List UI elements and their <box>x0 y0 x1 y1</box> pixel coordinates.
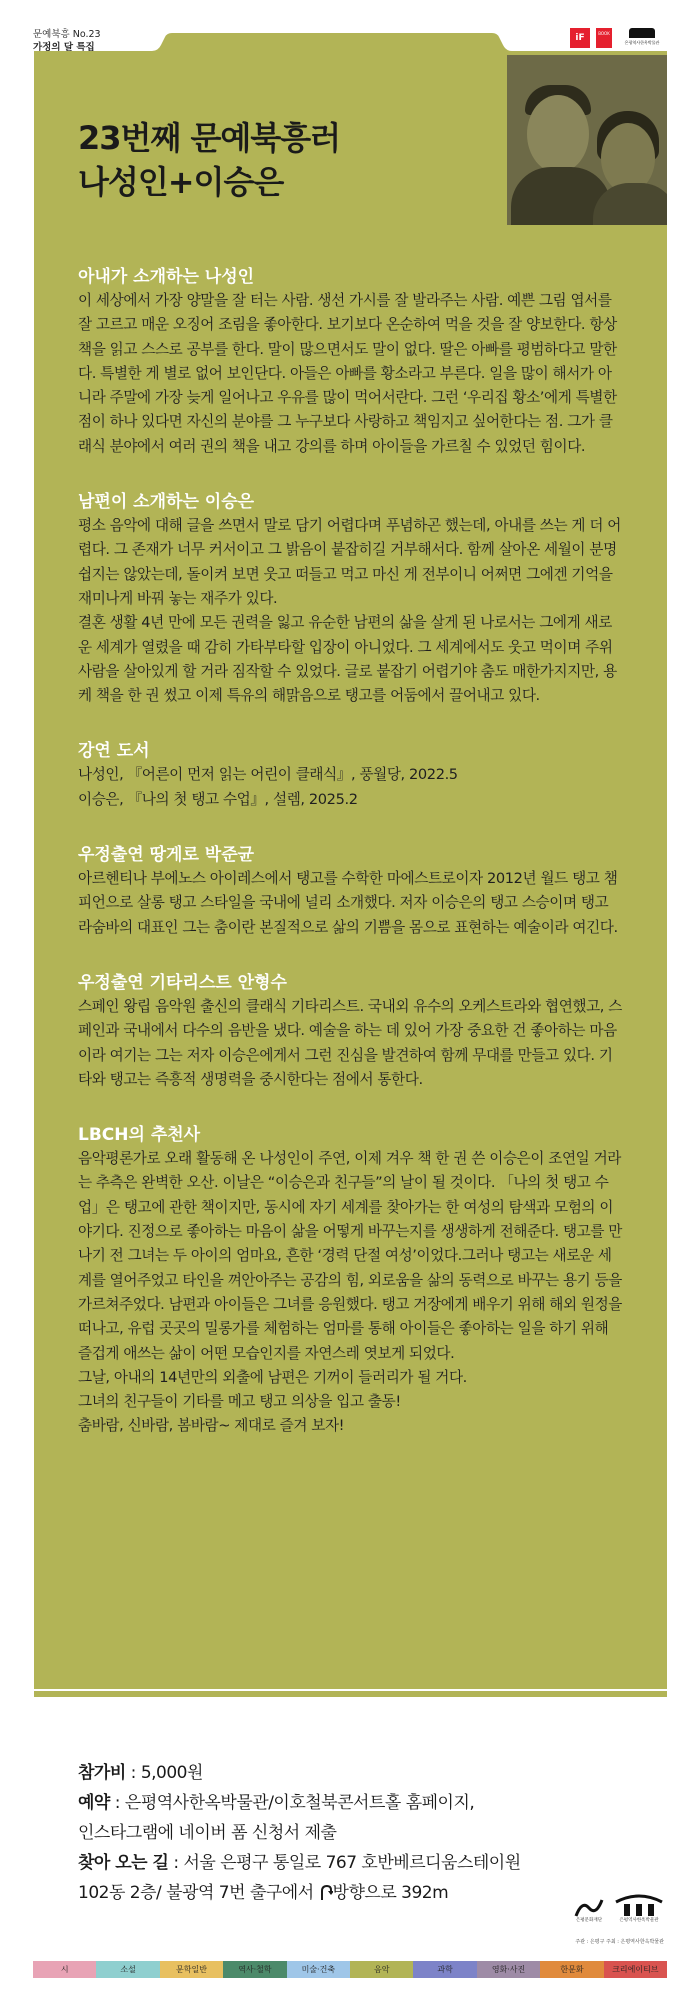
section-paragraph: 그날, 아내의 14년만의 외출에 남편은 기꺼이 들러리가 될 거다. <box>78 1368 467 1386</box>
directions-label: 찾아 오는 길 <box>78 1853 169 1873</box>
hanok-museum-logo-text: 은평역사한옥박물관 <box>619 1918 659 1923</box>
section-heading: LBCH의 추천사 <box>78 1125 201 1146</box>
organizer-logos <box>574 1892 664 1924</box>
directions-line <box>78 1848 623 1878</box>
section-paragraph: 이승은, 『나의 첫 탱고 수업』, 설렘, 2025.2 <box>78 790 358 808</box>
section-heading: 아내가 소개하는 나성인 <box>78 267 255 287</box>
directions-value-2a: 102동 2층/ 불광역 7번 출구에서 <box>78 1883 319 1903</box>
authors-photo <box>507 55 667 225</box>
title-line-1: 23번째 문예북흥러 <box>78 119 341 157</box>
series-subtitle: 가정의 달 특집 <box>33 42 95 53</box>
category-tab: 문학일반 <box>160 1961 223 1978</box>
section-paragraph: 나성인, 『어른이 먼저 읽는 어린이 클래식』, 풍월당, 2022.5 <box>78 766 458 784</box>
foundation-logo <box>574 1896 604 1924</box>
category-tab: 미술·건축 <box>287 1961 350 1978</box>
fee-label: 참가비 <box>78 1763 126 1783</box>
section-paragraph: 아르헨티나 부에노스 아이레스에서 탱고를 수학한 마에스트로이자 2012년 월드 탱고 챔피언으로 살롱 탱고 스타일을 국내에 널리 소개했다. 저자 이승은의 탱고 스승이며 탱고 라숨바의 대표인 그는 춤이란 본질적으로 삶의 기쁨을 몸으로 표현하는 예술이라 여긴다. <box>78 870 618 936</box>
directions-value-2b: 방향으로 392m <box>332 1883 449 1903</box>
foundation-mark-icon <box>574 1896 604 1918</box>
category-tab: 영화·사진 <box>477 1961 540 1978</box>
category-tab: 시 <box>33 1961 96 1978</box>
section-paragraph: 결혼 생활 4년 만에 모든 권력을 잃고 유순한 남편의 삶을 살게 된 나로서는 그에게 새로운 세계가 열렸을 때 감히 가타부타할 입장이 아니었다. 그 세계에서도 웃고 먹이며 주위 사람을 살아있게 할 거라 짐작할 수 있었다. 글로 붙잡기 어렵기야 춤도 매한가지지만, 용케 책을 한 권 썼고 이제 특유의 해맑음으로 탱고를 어둠에서 끌어내고 있다. <box>78 614 617 705</box>
section-paragraph: 춤바람, 신바람, 봄바람~ 제대로 즐겨 보자! <box>78 1417 345 1435</box>
booking-info <box>78 1722 623 1908</box>
category-bar <box>33 1961 667 1978</box>
category-tab: 과학 <box>413 1961 476 1978</box>
award-badge-logo: BOOK <box>596 28 612 48</box>
hanok-museum-mark-icon <box>614 1892 664 1918</box>
category-tab: 음악 <box>350 1961 413 1978</box>
series-number: 문예북흥 No.23 <box>33 29 101 40</box>
category-tab: 한문화 <box>540 1961 603 1978</box>
category-tab: 역사·철학 <box>223 1961 286 1978</box>
section-lecture-books <box>78 739 623 812</box>
reserve-line-2: 인스타그램에 네이버 폼 신청서 제출 <box>78 1823 337 1843</box>
reserve-line <box>78 1788 623 1818</box>
reserve-value: : 은평역사한옥박물관/이호철북콘서트홀 홈페이지, <box>109 1793 475 1813</box>
if-award-logo: iF <box>570 28 590 48</box>
category-tab: 소설 <box>96 1961 159 1978</box>
section-heading: 우정출연 땅게로 박준균 <box>78 845 255 866</box>
section-guest-guitarist <box>78 971 623 1092</box>
article-content <box>78 265 623 1470</box>
section-heading: 강연 도서 <box>78 741 150 762</box>
foundation-logo-text: 은평문화재단 <box>575 1918 603 1923</box>
section-paragraph: 이 세상에서 가장 양말을 잘 터는 사람. 생선 가시를 잘 발라주는 사람. 예쁜 그림 엽서를 잘 고르고 매운 오징어 조림을 좋아한다. 보기보다 온순하여 먹을 것을 잘 양보한다. 항상 책을 읽고 스스로 공부를 한다. 말이 많으면서도 말이 없다. 딸은 아빠를 평범하다고 말한다. 특별한 게 별로 없어 보인단다. 아들은 아빠를 황소라고 부른다. 일을 많이 해서가 아니라 주말에 가장 늦게 일어나고 우유를 많이 먹어서란다. 그런 ‘우리집 황소’에게 특별한 점이 하나 있다면 자신의 분야를 그 누구보다 사랑하고 책임지고 싶어한다는 점. 그가 클래식 분야에서 여러 권의 책을 내고 강의를 하며 아이들을 가르칠 수 있었던 힘이다. <box>78 292 617 455</box>
directions-line-2 <box>78 1878 623 1908</box>
section-paragraph: 스페인 왕립 음악원 출신의 클래식 기타리스트. 국내외 유수의 오케스트라와 협연했고, 스페인과 국내에서 다수의 음반을 냈다. 예술을 하는 데 있어 가장 중요한 건 좋아하는 마음이라 여기는 그는 저자 이승은에게서 그런 진심을 발견하여 함께 무대를 만들고 있다. 기타와 탱고는 즉흥적 생명력을 중시한다는 점에서 통한다. <box>78 997 622 1088</box>
photo-detail <box>527 95 589 173</box>
fee-line <box>78 1758 623 1788</box>
museum-logo-text: 은평역사한옥박물관 <box>624 40 660 45</box>
title-line-2: 나성인+이승은 <box>78 163 284 201</box>
organizer-caption: 주관 : 은평구 주최 : 은평역사한옥박물관 <box>575 1939 664 1945</box>
section-paragraph: 평소 음악에 대해 글을 쓰면서 말로 담기 어렵다며 푸념하곤 했는데, 아내를 쓰는 게 더 어렵다. 그 존재가 너무 커서이고 그 밝음이 붙잡히길 거부해서다. 함께 살아온 세월이 분명 쉽지는 않았는데, 돌이켜 보면 웃고 떠들고 먹고 마신 게 전부이니 어쩌면 그에겐 기억을 재미나게 바꿔 놓는 재주가 있다. <box>78 517 622 607</box>
booking-heading: 참가예약 신청방법 <box>78 1725 232 1747</box>
category-tab: 크리에이티브 <box>604 1961 667 1978</box>
hanok-museum-logo <box>614 1892 664 1924</box>
section-guest-tanguero <box>78 843 623 940</box>
section-recommendation <box>78 1123 623 1439</box>
section-husband-intro <box>78 490 623 708</box>
directions-value: : 서울 은평구 통일로 767 호반베르디움스테이원 <box>168 1853 521 1873</box>
section-wife-intro <box>78 265 623 459</box>
fee-value: : 5,000원 <box>125 1763 203 1783</box>
section-heading: 남편이 소개하는 이승은 <box>78 492 255 513</box>
turn-right-arrow-icon <box>319 1884 333 1900</box>
section-paragraph: 음악평론가로 오래 활동해 온 나성인이 주연, 이제 겨우 책 한 권 쓴 이승은이 조연일 거라는 추측은 완벽한 오산. 이날은 “이승은과 친구들”의 날이 될 것이다. 「나의 첫 탱고 수업」은 탱고에 관한 책이지만, 동시에 자기 세계를 찾아가는 한 여성의 탐색과 모험의 이야기다. 진정으로 좋아하는 마음이 삶을 어떻게 바꾸는지를 생생하게 전해준다. 탱고를 만나기 전 그녀는 두 아이의 엄마요, 흔한 ‘경력 단절 여성’이었다.그러나 탱고는 새로운 세계를 열어주었고 타인을 껴안아주는 공감의 힘, 외로움을 삶의 동력으로 바꾸는 용기 등을 가르쳐주었다. 남편과 아이들은 그녀를 응원했다. 탱고 거장에게 배우기 위해 해외 원정을 떠나고, 유럽 곳곳의 밀롱가를 체험하는 엄마를 통해 아이들은 좋아하는 일을 하기 위해 즐겁게 애쓰는 삶이 어떤 모습인지를 자연스레 엿보게 되었다. <box>78 1150 622 1362</box>
section-paragraph: 그녀의 친구들이 기타를 메고 탱고 의상을 입고 출동! <box>78 1393 401 1411</box>
reserve-label: 예약 <box>78 1793 110 1813</box>
page-title <box>78 116 340 204</box>
section-heading: 우정출연 기타리스트 안형수 <box>78 972 287 993</box>
